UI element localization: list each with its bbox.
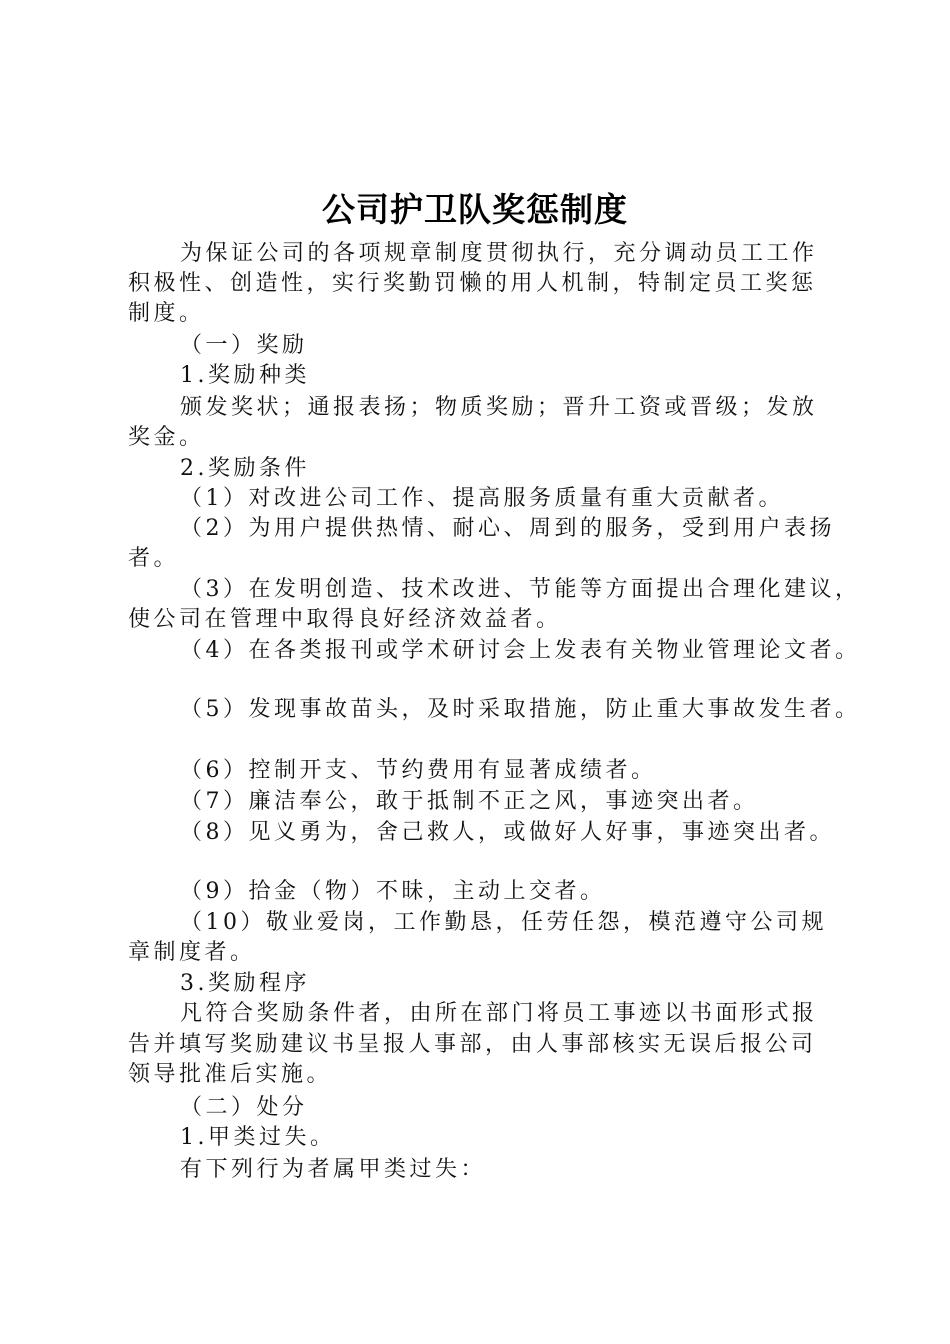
paragraph-line: （8）见义勇为，舍己救人，或做好人好事，事迹突出者。 [180, 820, 835, 845]
paragraph-line: （2）为用户提供热情、耐心、周到的服务，受到用户表扬 [180, 516, 835, 541]
paragraph-line: 1.甲类过失。 [180, 1125, 336, 1150]
paragraph-line: 章制度者。 [128, 940, 256, 965]
paragraph-line: （5）发现事故苗头，及时采取措施，防止重大事故发生者。 [180, 697, 861, 722]
paragraph-line: （9）拾金（物）不昧，主动上交者。 [180, 879, 606, 904]
paragraph-line: 1.奖励种类 [180, 363, 310, 388]
paragraph-line: 2.奖励条件 [180, 456, 310, 481]
paragraph-line: （3）在发明创造、技术改进、节能等方面提出合理化建议， [180, 577, 861, 602]
document-title: 公司护卫队奖惩制度 [322, 190, 628, 229]
paragraph-line: 3.奖励程序 [180, 971, 310, 996]
paragraph-line: （一）奖励 [180, 333, 308, 358]
paragraph-line: 领导批准后实施。 [128, 1062, 333, 1087]
paragraph-line: （1）对改进公司工作、提高服务质量有重大贡献者。 [180, 486, 784, 511]
paragraph-line: 告并填写奖励建议书呈报人事部，由人事部核实无误后报公司 [128, 1032, 817, 1057]
paragraph-line: （10）敬业爱岗，工作勤恳，任劳任怨，模范遵守公司规 [180, 910, 827, 935]
paragraph-line: 积极性、创造性，实行奖勤罚懒的用人机制，特制定员工奖惩 [128, 271, 817, 296]
paragraph-line: 使公司在管理中取得良好经济效益者。 [128, 607, 562, 632]
paragraph-line: 者。 [128, 546, 180, 571]
paragraph-line: 有下列行为者属甲类过失： [180, 1157, 487, 1182]
paragraph-line: 凡符合奖励条件者，由所在部门将员工事迹以书面形式报 [180, 1001, 818, 1026]
paragraph-line: 为保证公司的各项规章制度贯彻执行，充分调动员工工作 [180, 241, 818, 266]
paragraph-line: （4）在各类报刊或学术研讨会上发表有关物业管理论文者。 [180, 638, 861, 663]
paragraph-line: 颁发奖状；通报表扬；物质奖励；晋升工资或晋级；发放 [180, 395, 818, 420]
paragraph-line: 奖金。 [128, 425, 205, 450]
paragraph-line: （6）控制开支、节约费用有显著成绩者。 [180, 758, 657, 783]
paragraph-line: （二）处分 [180, 1095, 308, 1120]
paragraph-line: （7）廉洁奉公，敢于抵制不正之风，事迹突出者。 [180, 789, 759, 814]
paragraph-line: 制度。 [128, 301, 205, 326]
